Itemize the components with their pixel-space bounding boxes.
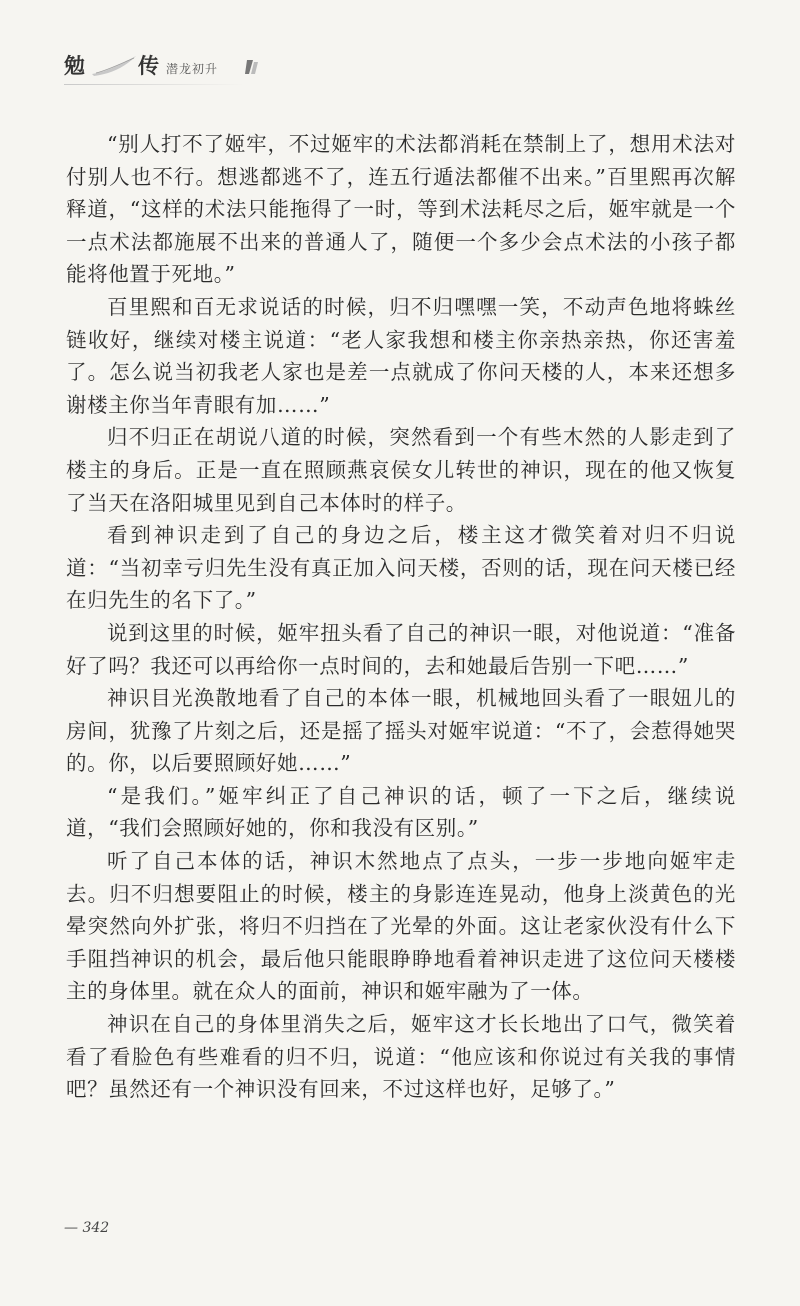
header-divider: [64, 84, 244, 85]
paragraph: 神识目光涣散地看了自己的本体一眼，机械地回头看了一眼妞儿的房间，犹豫了片刻之后，还是摇了摇头对姬牢说道：“不了，会惹得她哭的。你，以后要照顾好她……”: [66, 686, 736, 776]
paragraph: “是我们。”姬牢纠正了自己神识的话，顿了一下之后，继续说道，“我们会照顾好她的，你和我没有区别。”: [66, 783, 736, 841]
paragraph: 说到这里的时候，姬牢扭头看了自己的神识一眼，对他说道：“准备好了吗？我还可以再给你一点时间的，去和她最后告别一下吧……”: [66, 620, 736, 678]
book-corner-icon: [244, 58, 260, 76]
feather-swoosh-icon: [90, 54, 138, 78]
paragraph: 百里熙和百无求说话的时候，归不归嘿嘿一笑，不动声色地将蛛丝链收好，继续对楼主说道：“老人家我想和楼主你亲热亲热，你还害羞了。怎么说当初我老人家也是差一点就成了你问天楼的人，本来还想多谢楼主你当年青眼有加……”: [66, 294, 736, 417]
page-number: — 342: [64, 1220, 110, 1236]
running-header: [64, 48, 724, 88]
paragraph: 听了自己本体的话，神识木然地点了点头，一步一步地向姬牢走去。归不归想要阻止的时候，楼主的身影连连晃动，他身上淡黄色的光晕突然向外扩张，将归不归挡在了光晕的外面。这让老家伙没有什么下手阻挡神识的机会，最后他只能眼睁睁地看着神识走进了这位问天楼楼主的身体里。就在众人的面前，神识和姬牢融为了一体。: [66, 849, 736, 1004]
header-title-char-2: 传: [138, 53, 159, 78]
header-title-char-1: 勉: [64, 53, 85, 78]
paragraph: “别人打不了姬牢，不过姬牢的术法都消耗在禁制上了，想用术法对付别人也不行。想逃都逃不了，连五行遁法都催不出来。”百里熙再次解释道，“这样的术法只能拖得了一时，等到术法耗尽之后，姬牢就是一个一点术法都施展不出来的普通人了，随便一个多少会点术法的小孩子都能将他置于死地。”: [66, 132, 736, 287]
body-text: [66, 128, 736, 1106]
paragraph: 归不归正在胡说八道的时候，突然看到一个有些木然的人影走到了楼主的身后。正是一直在照顾燕哀侯女儿转世的神识，现在的他又恢复了当天在洛阳城里见到自己本体时的样子。: [66, 425, 736, 515]
paragraph: 看到神识走到了自己的身边之后，楼主这才微笑着对归不归说道：“当初幸亏归先生没有真正加入问天楼，否则的话，现在问天楼已经在归先生的名下了。”: [66, 523, 736, 613]
paragraph: 神识在自己的身体里消失之后，姬牢这才长长地出了口气，微笑着看了看脸色有些难看的归不归，说道：“他应该和你说过有关我的事情吧？虽然还有一个神识没有回来，不过这样也好，足够了。”: [66, 1012, 736, 1102]
header-subtitle: 潜龙初升: [166, 62, 219, 76]
